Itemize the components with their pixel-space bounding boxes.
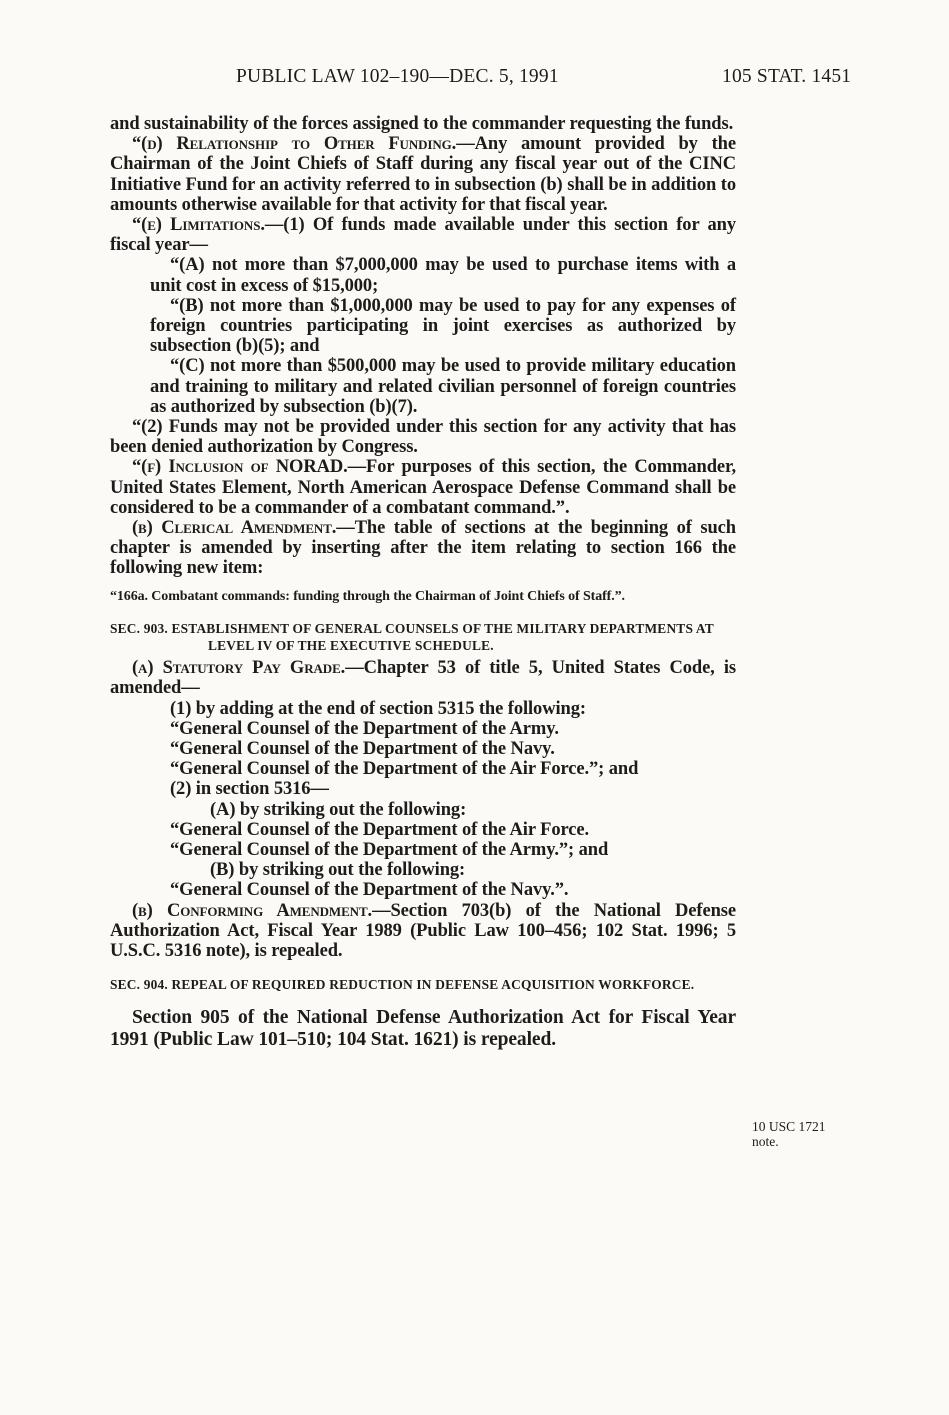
section-904-heading: SEC. 904. REPEAL OF REQUIRED REDUCTION IN DEFENSE ACQUISITION WORKFORCE. <box>110 977 695 993</box>
paragraph-e <box>110 215 736 255</box>
margin-note-line-1: 10 USC 1721 <box>752 1119 826 1134</box>
body-text <box>110 114 736 1050</box>
section-903-line-3: “General Counsel of the Department of the Navy. <box>170 738 555 759</box>
section-904-text: Section 905 of the National Defense Authorization Act for Fiscal Year 1991 (Public Law 101–510; 104 Stat. 1621) is repealed. <box>110 1007 736 1050</box>
section-903-a-text: —Chapter 53 of title 5, United States Code, is amended— <box>110 658 737 699</box>
running-header-stat-page: 105 STAT. 1451 <box>722 66 852 87</box>
section-903-line-6: (A) by striking out the following: <box>210 799 467 820</box>
section-903-line-2: “General Counsel of the Department of the Army. <box>170 718 559 739</box>
paragraph-e-text: —(1) Of funds made available under this section for any fiscal year— <box>110 215 737 256</box>
section-903-line-9: (B) by striking out the following: <box>210 860 466 881</box>
section-903-b-text: —Section 703(b) of the National Defense Authorization Act, Fiscal Year 1989 (Public Law 100–456; 102 Stat. 1996; 5 U.S.C. 5316 note), is repealed. <box>110 900 736 962</box>
paragraph-e-B: “(B) not more than $1,000,000 may be used to pay for any expenses of foreign countries participating in joint exercises as authorized by subsection (b)(5); and <box>150 295 736 357</box>
paragraph-d <box>110 134 736 215</box>
section-903-a-heading: (a) Statutory Pay Grade. <box>132 658 346 679</box>
section-903-line-7: “General Counsel of the Department of the Air Force. <box>170 819 590 840</box>
section-903-line-4: “General Counsel of the Department of the Air Force.”; and <box>170 759 639 780</box>
margin-note-line-2: note. <box>752 1134 779 1149</box>
margin-note <box>752 1119 826 1149</box>
paragraph-d-heading: “(d) Relationship to Other Funding. <box>132 134 457 155</box>
paragraph-carryover: and sustainability of the forces assigned to the commander requesting the funds. <box>110 114 734 134</box>
section-903-line-5: (2) in section 5316— <box>170 779 329 800</box>
paragraph-f <box>110 457 736 518</box>
paragraph-e-A: “(A) not more than $7,000,000 may be used to purchase items with a unit cost in excess of $15,000; <box>150 255 736 296</box>
section-903-line-8: “General Counsel of the Department of the Army.”; and <box>170 840 609 860</box>
paragraph-clerical-amendment <box>110 518 736 579</box>
section-903-a <box>110 658 736 698</box>
paragraph-e-2: “(2) Funds may not be provided under this section for any activity that has been denied authorization by Congress. <box>110 417 736 458</box>
table-of-sections-item: “166a. Combatant commands: funding through the Chairman of Joint Chiefs of Staff.”. <box>110 588 625 604</box>
section-903-line-10: “General Counsel of the Department of the Navy.”. <box>170 880 569 901</box>
paragraph-f-heading: “(f) Inclusion of <box>132 457 269 478</box>
running-header-title: PUBLIC LAW 102–190—DEC. 5, 1991 <box>236 66 559 87</box>
section-903-b-heading: (b) Conforming Amendment. <box>132 900 373 921</box>
paragraph-f-text: NORAD.—For purposes of this section, the Commander, United States Element, North American Aerospace Defense Command shall be considered to be a commander of a combatant command.”. <box>110 457 736 518</box>
section-903-line-1: (1) by adding at the end of section 5315 the following: <box>170 698 586 719</box>
section-903-b <box>110 901 736 962</box>
paragraph-e-C: “(C) not more than $500,000 may be used to provide military education and training to military and related civilian personnel of foreign countries as authorized by subsection (b)(7). <box>150 356 736 417</box>
clerical-amendment-text: —The table of sections at the beginning of such chapter is amended by inserting after the item relating to section 166 the following new item: <box>110 518 736 579</box>
section-903-heading: SEC. 903. ESTABLISHMENT OF GENERAL COUNSELS OF THE MILITARY DEPARTMENTS AT LEVEL IV OF THE EXECUTIVE SCHEDULE. <box>110 621 714 654</box>
clerical-amendment-heading: (b) Clerical Amendment. <box>132 518 337 539</box>
paragraph-d-text: —Any amount provided by the Chairman of the Joint Chiefs of Staff during any fiscal year out of the CINC Initiative Fund for an activity referred to in subsection (b) shall be in addition to amounts otherwise available for that activity for that fiscal year. <box>110 134 736 215</box>
paragraph-e-heading: “(e) Limitations. <box>132 215 265 236</box>
